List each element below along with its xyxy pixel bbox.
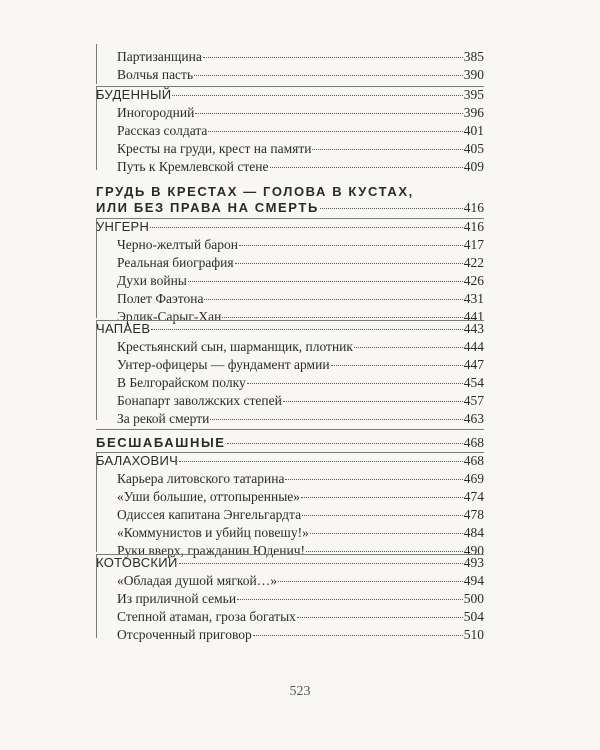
entry-page: 494 [463, 573, 484, 588]
entry-title: Черно-желтый барон [117, 237, 239, 252]
entry-page: 426 [463, 273, 484, 288]
entry-page: 490 [463, 543, 484, 558]
dot-leader [172, 95, 462, 96]
entry-title: За рекой смерти [117, 411, 210, 426]
entry-page: 484 [463, 525, 484, 540]
section-rule-vertical [96, 44, 97, 84]
dot-leader [331, 365, 463, 366]
toc-entry[interactable] [117, 140, 484, 158]
entry-page: 457 [463, 393, 484, 408]
dot-leader [194, 75, 463, 76]
dot-leader [302, 515, 463, 516]
toc-entry[interactable] [117, 410, 484, 428]
dot-leader [179, 461, 463, 462]
page-number: 523 [289, 684, 311, 699]
entry-title: Руки вверх, гражданин Юденич! [117, 543, 305, 558]
dot-leader [151, 329, 462, 330]
dot-leader [278, 581, 463, 582]
entry-page: 469 [463, 471, 484, 486]
section-title: БУДЕННЫЙ [96, 87, 172, 102]
entry-title: Из приличной семьи [117, 591, 237, 606]
dot-leader [312, 149, 462, 150]
dot-leader [297, 617, 463, 618]
dot-leader [306, 551, 463, 552]
dot-leader [235, 263, 463, 264]
entry-page: 422 [463, 255, 484, 270]
toc-entry[interactable] [117, 104, 484, 122]
toc-section-ungern[interactable] [96, 218, 484, 236]
toc-entry[interactable] [117, 626, 484, 644]
toc-entry[interactable] [117, 470, 484, 488]
dot-leader [210, 419, 462, 420]
entry-page: 447 [463, 357, 484, 372]
section-page: 443 [463, 321, 484, 336]
dot-leader [283, 401, 463, 402]
section-page: 395 [463, 87, 484, 102]
toc-entry[interactable] [117, 572, 484, 590]
dot-leader [253, 635, 463, 636]
toc-entry[interactable] [117, 608, 484, 626]
dot-leader [188, 281, 463, 282]
dot-leader [285, 479, 462, 480]
toc-entry[interactable] [117, 236, 484, 254]
toc-entry[interactable] [117, 290, 484, 308]
entry-title: Путь к Кремлевской стене [117, 159, 269, 174]
entry-page: 441 [463, 309, 484, 324]
toc-entry[interactable] [117, 590, 484, 608]
toc-section-kotovsky[interactable] [96, 554, 484, 572]
entry-page: 385 [463, 49, 484, 64]
toc-entry[interactable] [117, 122, 484, 140]
dot-leader [270, 167, 463, 168]
entry-title: Кресты на груди, крест на памяти [117, 141, 312, 156]
dot-leader [247, 383, 463, 384]
entry-title: Степной атаман, гроза богатых [117, 609, 296, 624]
dot-leader [222, 317, 462, 318]
toc-entry[interactable] [117, 488, 484, 506]
dot-leader [237, 599, 463, 600]
entry-title: Волчья пасть [117, 67, 194, 82]
toc-section-balakhovich[interactable] [96, 452, 484, 470]
toc-entry[interactable] [117, 158, 484, 176]
entry-page: 390 [463, 67, 484, 82]
toc-part-3[interactable] [96, 434, 484, 452]
entry-page: 504 [463, 609, 484, 624]
toc-entry[interactable] [117, 506, 484, 524]
entry-title: Отсроченный приговор [117, 627, 252, 642]
entry-page: 463 [463, 411, 484, 426]
dot-leader [204, 299, 462, 300]
toc-entry[interactable] [117, 272, 484, 290]
entry-page: 474 [463, 489, 484, 504]
dot-leader [195, 113, 462, 114]
part-page: 468 [463, 435, 484, 450]
entry-page: 478 [463, 507, 484, 522]
toc-part-2[interactable] [96, 199, 484, 217]
entry-page: 409 [463, 159, 484, 174]
entry-page: 444 [463, 339, 484, 354]
entry-title: Рассказ солдата [117, 123, 208, 138]
dot-leader [179, 563, 463, 564]
entry-title: «Уши большие, оттопыренные» [117, 489, 301, 504]
section-title: КОТОВСКИЙ [96, 555, 178, 570]
toc-entry[interactable] [117, 66, 484, 84]
entry-page: 510 [463, 627, 484, 642]
section-title: УНГЕРН [96, 219, 150, 234]
entry-page: 431 [463, 291, 484, 306]
entry-title: Карьера литовского татарина [117, 471, 285, 486]
toc-entry[interactable] [117, 392, 484, 410]
dot-leader [301, 497, 463, 498]
dot-leader [310, 533, 463, 534]
entry-title: Партизанщина [117, 49, 202, 64]
dot-leader [227, 443, 463, 444]
part-title-line1[interactable]: ГРУДЬ В КРЕСТАХ — ГОЛОВА В КУСТАХ, [96, 184, 414, 199]
dot-leader [320, 208, 463, 209]
toc-entry[interactable] [117, 524, 484, 542]
entry-title: Унтер-офицеры — фундамент армии [117, 357, 330, 372]
entry-page: 401 [463, 123, 484, 138]
entry-title: Эрлик-Сарыг-Хан [117, 309, 222, 324]
dot-leader [150, 227, 463, 228]
part-page: 416 [463, 200, 484, 215]
entry-page: 396 [463, 105, 484, 120]
entry-title: «Обладая душой мягкой…» [117, 573, 277, 588]
entry-title: Бонапарт заволжских степей [117, 393, 282, 408]
entry-title: Одиссея капитана Энгельгардта [117, 507, 302, 522]
section-page: 493 [463, 555, 484, 570]
part-title: БЕСШАБАШНЫЕ [96, 435, 226, 450]
entry-page: 500 [463, 591, 484, 606]
entry-title: «Коммунистов и убийц повешу!» [117, 525, 309, 540]
entry-title: Духи войны [117, 273, 187, 288]
entry-title: Иногородний [117, 105, 195, 120]
toc-entry[interactable] [117, 254, 484, 272]
section-page: 468 [463, 453, 484, 468]
toc-entry[interactable] [117, 356, 484, 374]
toc-section-budenny[interactable] [96, 86, 484, 104]
entry-page: 417 [463, 237, 484, 252]
part-rule-horizontal [96, 429, 484, 430]
entry-title: Крестьянский сын, шарманщик, плотник [117, 339, 353, 354]
entry-title: В Белгорайском полку [117, 375, 246, 390]
toc-entry[interactable] [117, 374, 484, 392]
entry-title: Реальная биография [117, 255, 234, 270]
entry-page: 454 [463, 375, 484, 390]
section-page: 416 [463, 219, 484, 234]
toc-section-chapaev[interactable] [96, 320, 484, 338]
toc-entry[interactable] [117, 48, 484, 66]
dot-leader [203, 57, 463, 58]
entry-page: 405 [463, 141, 484, 156]
section-title: ЧАПАЕВ [96, 321, 151, 336]
dot-leader [208, 131, 462, 132]
entry-title: Полет Фаэтона [117, 291, 204, 306]
dot-leader [354, 347, 463, 348]
section-title: БАЛАХОВИЧ [96, 453, 179, 468]
part-title-line2: ИЛИ БЕЗ ПРАВА НА СМЕРТЬ [96, 200, 319, 215]
toc-entry[interactable] [117, 338, 484, 356]
dot-leader [239, 245, 463, 246]
